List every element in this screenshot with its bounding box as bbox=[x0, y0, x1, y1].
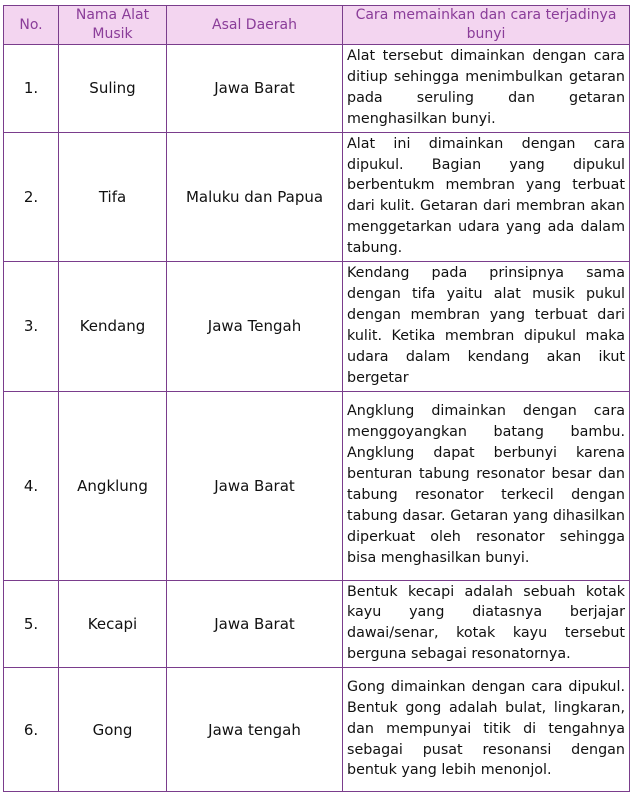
cell-asal: Jawa Barat bbox=[167, 580, 343, 668]
instrument-table bbox=[3, 5, 630, 792]
cell-cara: Alat tersebut dimainkan dengan cara ditiup sehingga menimbulkan getaran pada seruling dan getaran menghasilkan bunyi. bbox=[343, 45, 630, 133]
header-cara-memainkan: Cara memainkan dan cara terjadinya bunyi bbox=[343, 6, 630, 45]
cell-cara: Gong dimainkan dengan cara dipukul. Bentuk gong adalah bulat, lingkaran, dan mempunyai titik di tengahnya sebagai pusat resonansi dengan bentuk yang lebih menonjol. bbox=[343, 668, 630, 792]
table-row bbox=[4, 580, 630, 668]
cell-asal: Jawa Barat bbox=[167, 45, 343, 133]
header-asal-daerah: Asal Daerah bbox=[167, 6, 343, 45]
table-row bbox=[4, 45, 630, 133]
cell-nama: Angklung bbox=[59, 391, 167, 580]
cell-asal: Jawa tengah bbox=[167, 668, 343, 792]
cell-nama: Kecapi bbox=[59, 580, 167, 668]
cell-cara: Alat ini dimainkan dengan cara dipukul. Bagian yang dipukul berbentukm membran yang terbuat dari kulit. Getaran dari membran akan menggetarkan udara yang ada dalam tabung. bbox=[343, 132, 630, 261]
cell-cara: Angklung dimainkan dengan cara menggoyangkan batang bambu. Angklung dapat berbunyi karena benturan tabung resonator besar dan tabung resonator terkecil dengan tabung dasar. Getaran yang dihasilkan diperkuat oleh resonator sehingga bisa menghasilkan bunyi. bbox=[343, 391, 630, 580]
header-row bbox=[4, 6, 630, 45]
cell-no: 1. bbox=[4, 45, 59, 133]
cell-no: 2. bbox=[4, 132, 59, 261]
cell-nama: Suling bbox=[59, 45, 167, 133]
table-row bbox=[4, 132, 630, 261]
cell-no: 4. bbox=[4, 391, 59, 580]
table-row bbox=[4, 668, 630, 792]
cell-asal: Maluku dan Papua bbox=[167, 132, 343, 261]
cell-cara: Bentuk kecapi adalah sebuah kotak kayu yang diatasnya berjajar dawai/senar, kotak kayu tersebut berguna sebagai resonatornya. bbox=[343, 580, 630, 668]
cell-nama: Gong bbox=[59, 668, 167, 792]
cell-no: 6. bbox=[4, 668, 59, 792]
cell-asal: Jawa Tengah bbox=[167, 262, 343, 391]
table-row bbox=[4, 262, 630, 391]
cell-cara: Kendang pada prinsipnya sama dengan tifa yaitu alat musik pukul dengan membran yang terbuat dari kulit. Ketika membran dipukul maka udara dalam kendang akan ikut bergetar bbox=[343, 262, 630, 391]
header-nama-alat-musik: Nama Alat Musik bbox=[59, 6, 167, 45]
cell-nama: Kendang bbox=[59, 262, 167, 391]
cell-asal: Jawa Barat bbox=[167, 391, 343, 580]
table-row bbox=[4, 391, 630, 580]
cell-no: 3. bbox=[4, 262, 59, 391]
cell-no: 5. bbox=[4, 580, 59, 668]
cell-nama: Tifa bbox=[59, 132, 167, 261]
header-no: No. bbox=[4, 6, 59, 45]
